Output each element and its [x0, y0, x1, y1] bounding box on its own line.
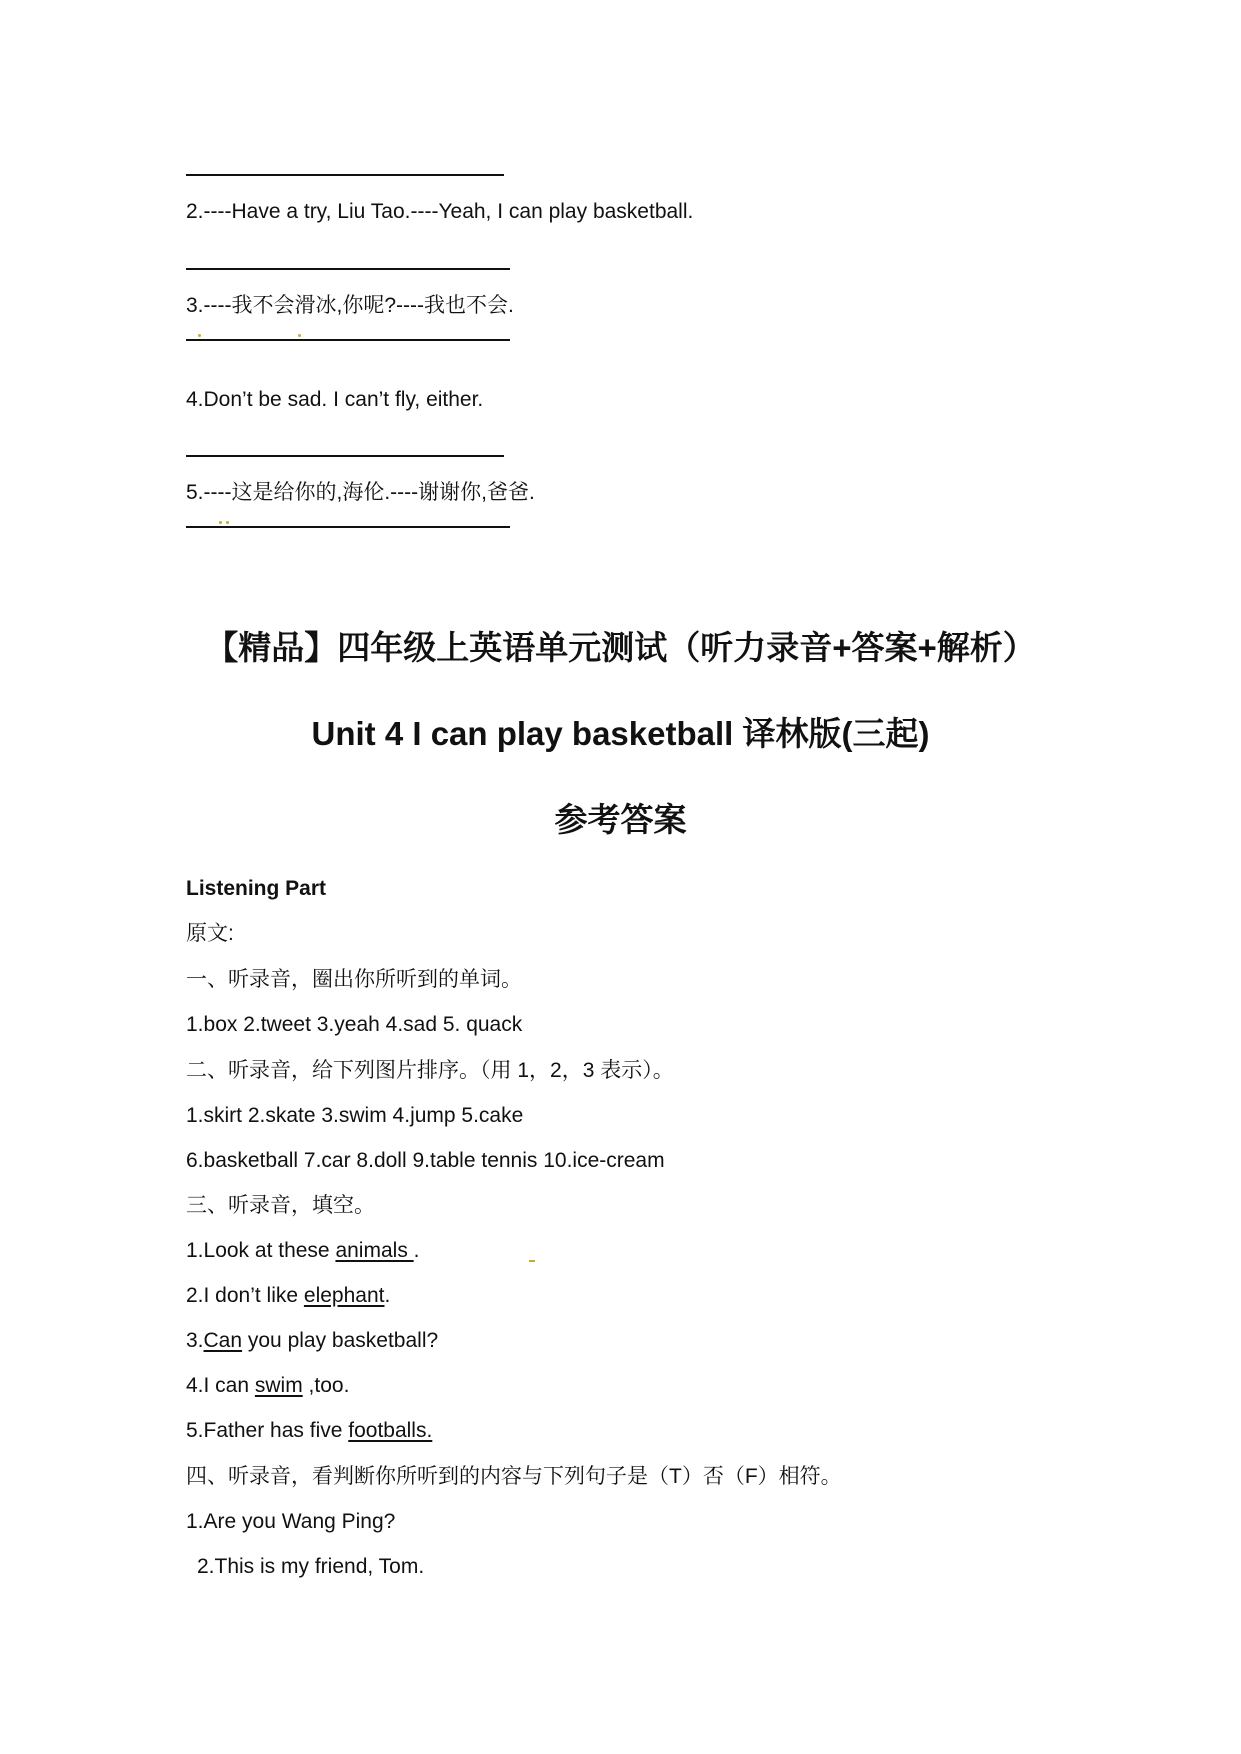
section2-answers-line1: 1.skirt 2.skate 3.swim 4.jump 5.cake [186, 1104, 524, 1127]
ink-dot [219, 521, 222, 524]
answer-line-4 [186, 455, 504, 457]
true-false-item-1: 1.Are you Wang Ping? [186, 1510, 396, 1533]
translation-item-4: 4.Don’t be sad. I can’t fly, either. [186, 388, 484, 411]
item-text: . [384, 1284, 391, 1307]
blank-answer: animals [335, 1239, 414, 1262]
blank-answer: elephant [303, 1284, 385, 1307]
translation-item-3: 3.----我不会滑冰,你呢?----我也不会. [186, 294, 514, 317]
item-text: ,too. [302, 1374, 350, 1397]
fill-blank-item-5 [186, 1418, 432, 1444]
answer-line-5 [186, 526, 510, 528]
page-title: 【精品】四年级上英语单元测试（听力录音+答案+解析） [205, 629, 1036, 666]
translation-item-2: 2.----Have a try, Liu Tao.----Yeah, I can play basketball. [186, 200, 694, 223]
listening-part-label: Listening Part [186, 877, 327, 900]
fill-blank-item-4 [186, 1373, 349, 1399]
item-text: 4.I can [186, 1374, 255, 1397]
original-text-label: 原文: [186, 922, 234, 945]
ink-dot [198, 334, 201, 337]
section3-heading: 三、听录音，填空。 [186, 1194, 375, 1217]
blank-answer: Can [203, 1329, 243, 1352]
item-text: 2.I don’t like [186, 1284, 304, 1307]
answers-heading: 参考答案 [554, 801, 687, 838]
fill-blank-item-3 [186, 1328, 438, 1354]
blank-answer: footballs. [348, 1419, 433, 1442]
section2-answers-line2: 6.basketball 7.car 8.doll 9.table tennis 10.ice-cream [186, 1149, 665, 1172]
answer-line-3 [186, 339, 510, 341]
fill-blank-item-1 [186, 1238, 420, 1264]
answer-line-2 [186, 268, 510, 270]
item-text: 5.Father has five [186, 1419, 349, 1442]
section1-answers: 1.box 2.tweet 3.yeah 4.sad 5. quack [186, 1013, 523, 1036]
answer-line-1 [186, 174, 504, 176]
ink-dot [226, 521, 229, 524]
item-text: 3. [186, 1329, 204, 1352]
blank-answer: swim [254, 1374, 303, 1397]
fill-blank-item-2 [186, 1283, 390, 1309]
section2-heading: 二、听录音，给下列图片排序。（用 1，2，3 表示）。 [186, 1059, 674, 1082]
ink-mark [529, 1260, 535, 1262]
ink-dot [298, 334, 301, 337]
section4-heading: 四、听录音，看判断你所听到的内容与下列句子是（T）否（F）相符。 [186, 1465, 842, 1488]
section1-heading: 一、听录音，圈出你所听到的单词。 [186, 968, 522, 991]
translation-item-5: 5.----这是给你的,海伦.----谢谢你,爸爸. [186, 481, 535, 504]
item-text: 1.Look at these [186, 1239, 336, 1262]
item-text: you play basketball? [242, 1329, 439, 1352]
page-subtitle: Unit 4 I can play basketball 译林版(三起) [311, 715, 930, 752]
item-text: . [413, 1239, 420, 1262]
true-false-item-2: 2.This is my friend, Tom. [197, 1555, 425, 1578]
